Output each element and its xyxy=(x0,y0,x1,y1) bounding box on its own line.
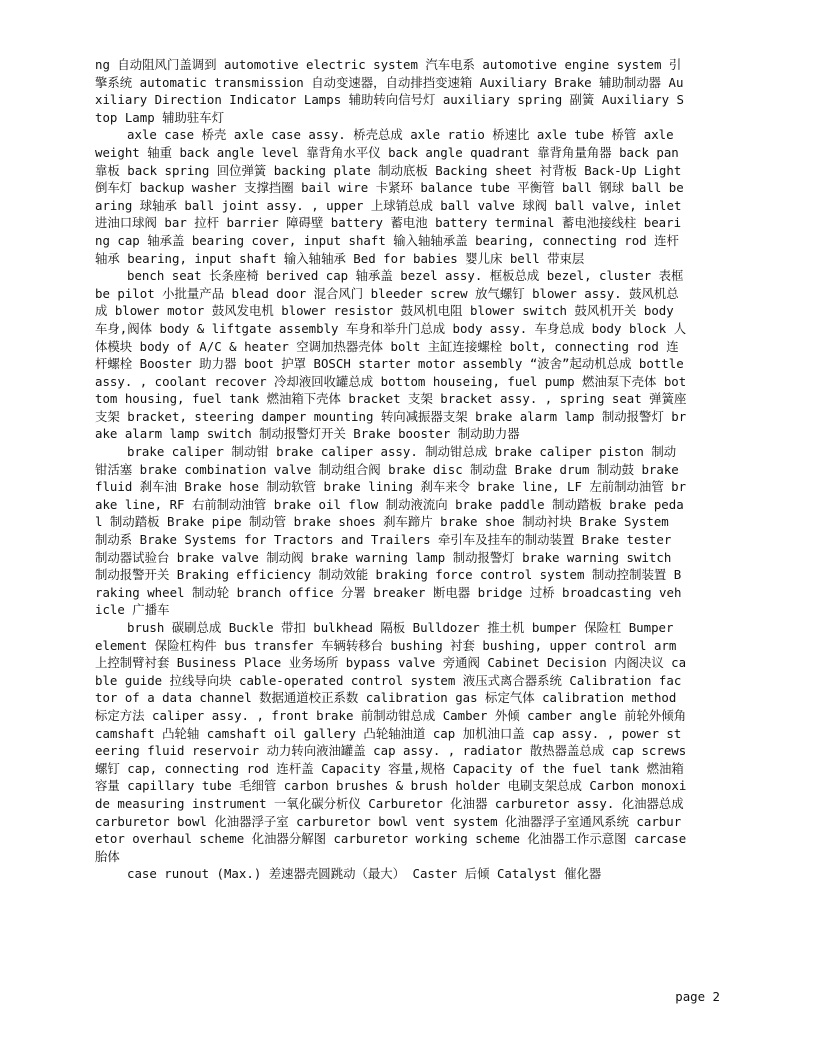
paragraph-case-entries: case runout (Max.) 差速器壳圆跳动（最大） Caster 后倾 Catalyst 催化器 xyxy=(127,866,602,882)
paragraph-bench-entries: bench seat 长条座椅 berived cap 轴承盖 bezel assy. 框板总成 bezel, cluster 表框 be pilot 小批量产品 blead door 混合风门 bleeder screw 放气螺钉 blower assy. 鼓风机总成 blower motor 鼓风发电机 blower resistor 鼓风机电阻 blower switch 鼓风机开关 body 车身,阀体 body & liftgate assembly 车身和举升门总成 body assy. 车身总成 body block 人体模块 body of A/C & heater 空调加热器壳体 bolt 主缸连接螺栓 bolt, connecting rod 连杆螺栓 Booster 助力器 boot 护罩 BOSCH starter motor assembly “波舍”起动机总成 bottle assy. , coolant recover 冷却液回收罐总成 bottom houseing, fuel pump 燃油泵下壳体 bottom housing, fuel tank 燃油箱下壳体 bracket 支架 bracket assy. , spring seat 弹簧座支架 bracket, steering damper mounting 转向减振器支架 brake alarm lamp 制动报警灯 brake alarm lamp switch 制动报警灯开关 Brake booster 制动助力器 xyxy=(95,268,687,442)
paragraph-continuation: ng 自动阻风门盖调到 automotive electric system 汽车电系 automotive engine system 引擎系统 automatic transmission 自动变速器，自动排挡变速箱 Auxiliary Brake 辅助制动器 Auxiliary Direction Indicator Lamps 辅助转向信号灯 auxiliary spring 副簧 Auxiliary Stop Lamp 辅助驻车灯 xyxy=(95,57,684,125)
paragraph-brake-entries: brake caliper 制动钳 brake caliper assy. 制动钳总成 brake caliper piston 制动钳活塞 brake combination valve 制动组合阀 brake disc 制动盘 Brake drum 制动鼓 brake fluid 刹车油 Brake hose 制动软管 brake lining 刹车来令 brake line, LF 左前制动油管 brake line, RF 右前制动油管 brake oil flow 制动液流向 brake paddle 制动踏板 brake pedal 制动踏板 Brake pipe 制动管 brake shoes 刹车蹄片 brake shoe 制动衬块 Brake System 制动系 Brake Systems for Tractors and Trailers 牵引车及挂车的制动装置 Brake tester 制动器试验台 brake valve 制动阀 brake warning lamp 制动报警灯 brake warning switch 制动报警开关 Braking efficiency 制动效能 braking force control system 制动控制装置 Braking wheel 制动轮 branch office 分署 breaker 断电器 bridge 过桥 broadcasting vehicle 广播车 xyxy=(95,444,687,618)
paragraph-axle-entries: axle case 桥壳 axle case assy. 桥壳总成 axle ratio 桥速比 axle tube 桥管 axle weight 轴重 back angle level 靠背角水平仪 back angle quadrant 靠背角量角器 back pan 靠板 back spring 回位弹簧 backing plate 制动底板 Backing sheet 衬背板 Back-Up Light 倒车灯 backup washer 支撑挡圈 bail wire 卡紧环 balance tube 平衡管 ball 钢球 ball bearing 球轴承 ball joint assy. , upper 上球销总成 ball valve 球阀 ball valve, inlet 进油口球阀 bar 拉杆 barrier 障碍壁 battery 蓄电池 battery terminal 蓄电池接线柱 bearing cap 轴承盖 bearing cover, input shaft 输入轴轴承盖 bearing, connecting rod 连杆轴承 bearing, input shaft 输入轴轴承 Bed for babies 婴儿床 bell 带束层 xyxy=(95,127,684,266)
document-body xyxy=(95,56,687,883)
paragraph-brush-entries: brush 碳刷总成 Buckle 带扣 bulkhead 隔板 Bulldozer 推土机 bumper 保险杠 Bumper element 保险杠构件 bus transfer 车辆转移台 bushing 衬套 bushing, upper control arm 上控制臂衬套 Business Place 业务场所 bypass valve 旁通阀 Cabinet Decision 内阁决议 cable guide 拉线导向块 cable-operated control system 液压式离合器系统 Calibration factor of a data channel 数据通道校正系数 calibration gas 标定气体 calibration method 标定方法 caliper assy. , front brake 前制动钳总成 Camber 外倾 camber angle 前轮外倾角 camshaft 凸轮轴 camshaft oil gallery 凸轮轴油道 cap 加机油口盖 cap assy. , power steering fluid reservoir 动力转向液油罐盖 cap assy. , radiator 散热器盖总成 cap screws 螺钉 cap, connecting rod 连杆盖 Capacity 容量,规格 Capacity of the fuel tank 燃油箱容量 capillary tube 毛细管 carbon brushes & brush holder 电刷支架总成 Carbon monoxide measuring instrument 一氧化碳分析仪 Carburetor 化油器 carburetor assy. 化油器总成 carburetor bowl 化油器浮子室 carburetor bowl vent system 化油器浮子室通风系统 carburetor overhaul scheme 化油器分解图 carburetor working scheme 化油器工作示意图 carcase 胎体 xyxy=(95,620,687,864)
page-number: page 2 xyxy=(675,989,720,1004)
